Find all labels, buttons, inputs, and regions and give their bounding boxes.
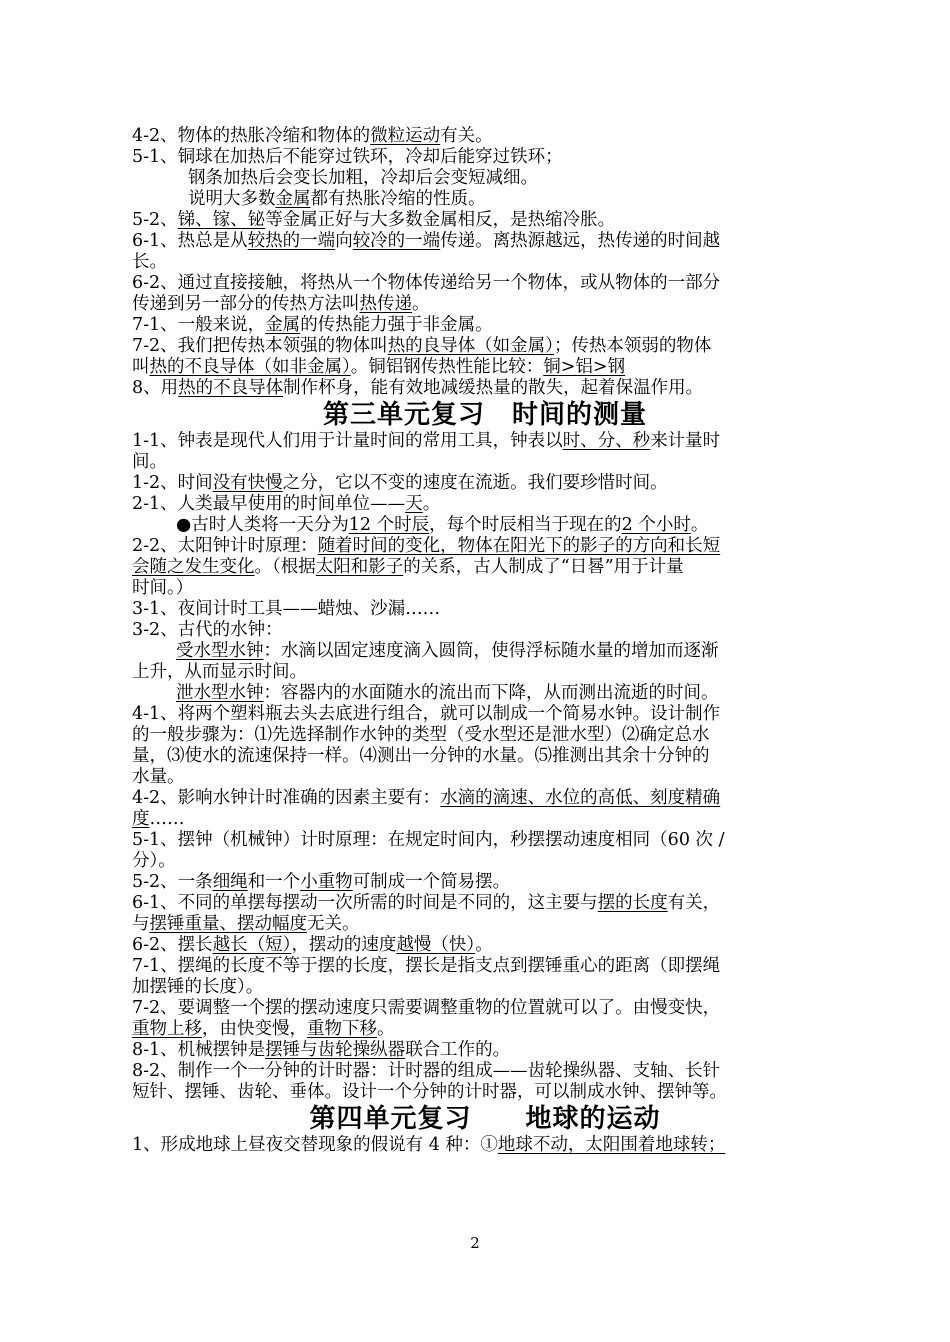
text-line — [132, 147, 838, 168]
section-heading — [132, 1103, 838, 1135]
text-segment: 1-1、钟表是现代人们用于计量时间的常用工具，钟表以 — [132, 431, 563, 451]
text-line — [132, 914, 838, 935]
underlined-answer: 2 个小时 — [621, 515, 691, 535]
text-segment: 有关， — [667, 893, 721, 913]
underlined-answer: 热传递 — [359, 294, 412, 314]
text-segment: 7-2、我们把传热本领强的物体叫 — [132, 336, 388, 356]
text-line — [132, 788, 838, 809]
text-segment: 制作杯身，能有效地减缓热量的散失，起着保温作用。 — [283, 378, 704, 398]
underlined-answer: 重物上移 — [132, 1019, 202, 1039]
text-segment: ，摆动的速度 — [291, 935, 397, 955]
text-segment: 联合工作的。 — [405, 1040, 511, 1060]
text-segment: ：水滴以固定速度滴入圆筒，使得浮标随水量的增加而逐渐 — [263, 641, 719, 661]
text-line — [132, 809, 838, 830]
text-segment: ；传热本领弱的物体 — [553, 336, 712, 356]
text-line — [132, 1082, 838, 1103]
text-line — [132, 599, 838, 620]
text-line — [132, 557, 838, 578]
underlined-answer: 铜>铝>钢 — [543, 357, 626, 377]
text-line — [132, 431, 838, 452]
text-line — [132, 998, 838, 1019]
text-segment: 间。 — [132, 452, 167, 472]
text-segment: 3-1、夜间计时工具——蜡烛、沙漏…… — [132, 599, 441, 619]
underlined-answer: 金属 — [265, 315, 301, 335]
text-line — [132, 231, 838, 252]
underlined-answer: 摆锤与齿轮操纵器 — [265, 1040, 406, 1060]
text-segment: 5-1、摆钟（机械钟）计时原理：在规定时间内，秒摆摆动速度相同（60 次 / — [132, 830, 725, 850]
text-segment: 。 — [377, 1019, 395, 1039]
underlined-answer: 越慢（快） — [396, 935, 476, 955]
text-segment: 7-1、摆绳的长度不等于摆的长度，摆长是指支点到摆锤重心的距离（即摆绳 — [132, 956, 721, 976]
underlined-answer: 水滴的滴速、水位的高低、刻度精确 — [440, 788, 721, 808]
text-line — [132, 515, 838, 536]
text-segment: 叫 — [132, 357, 150, 377]
text-segment: …… — [149, 809, 185, 829]
text-segment: 。 — [422, 494, 441, 514]
text-line — [132, 956, 838, 977]
section-heading — [132, 399, 838, 431]
text-line — [132, 273, 838, 294]
text-line — [132, 1061, 838, 1082]
page-number: 2 — [470, 1234, 480, 1252]
text-segment: 4-1、将两个塑料瓶去头去底进行组合，就可以制成一个简易水钟。设计制作 — [132, 704, 721, 724]
text-segment: 可制成一个简易摆。 — [352, 872, 511, 892]
text-segment: 。（根据 — [254, 557, 316, 577]
text-segment: 第四单元复习 地球的运动 — [309, 1104, 661, 1134]
underlined-answer: 热的不良导体（如非金属） — [149, 357, 351, 377]
text-segment: 6-1、不同的单摆每摆动一次所需的时间是不同的，这主要与 — [132, 893, 598, 913]
text-segment: ：容器内的水面随水的流出而下降，从而测出流逝的时间。 — [263, 683, 719, 703]
text-line — [132, 473, 838, 494]
text-segment: 6-1、热总是从 — [132, 231, 248, 251]
underlined-answer: 时、分、秒 — [562, 431, 651, 451]
underlined-answer: 随着时间的变化，物体在阳光下的影子的方向和长短 — [317, 536, 721, 556]
text-segment: 长。 — [132, 252, 167, 272]
text-segment: ，每个时辰相当于现在的 — [429, 515, 622, 535]
text-line — [132, 641, 838, 662]
text-segment: 2-1、人类最早使用的时间单位—— — [132, 494, 406, 514]
text-line — [132, 294, 838, 315]
underlined-answer: 太阳和影子 — [315, 557, 404, 577]
underlined-answer: 较冷的一端 — [352, 231, 441, 251]
text-segment: 7-2、要调整一个摆的摆动速度只需要调整重物的位置就可以了。由慢变快， — [132, 998, 721, 1018]
text-line — [132, 935, 838, 956]
text-line — [132, 378, 838, 399]
underlined-answer: 受水型水钟 — [176, 641, 264, 661]
text-segment: 之分，它以不变的速度在流逝。我们要珍惜时间。 — [282, 473, 668, 493]
text-segment: 5-1、铜球在加热后不能穿过铁环，冷却后能穿过铁环； — [132, 147, 563, 167]
text-line — [132, 536, 838, 557]
text-segment: 分）。 — [132, 851, 176, 871]
text-line — [132, 1019, 838, 1040]
text-segment: 有关。 — [440, 126, 493, 146]
text-segment: 钢条加热后会变长加粗，冷却后会变短减细。 — [188, 168, 538, 188]
text-line — [132, 893, 838, 914]
text-segment: 量，⑶使水的流速保持一样。⑷测出一分钟的水量。⑸推测出其余十分钟的 — [132, 746, 710, 766]
text-segment: 1、形成地球上昼夜交替现象的假说有 4 种：① — [132, 1135, 498, 1155]
text-segment: 无关。 — [307, 914, 360, 934]
text-segment: 加摆锤的长度）。 — [132, 977, 264, 997]
underlined-answer: 重物下移 — [307, 1019, 377, 1039]
text-line — [132, 315, 838, 336]
underlined-answer: 热的不良导体 — [178, 378, 284, 398]
text-segment: 等金属正好与大多数金属相反，是热缩冷胀。 — [265, 210, 616, 230]
text-segment: 短针、摆锤、齿轮、垂体。设计一个分钟的计时器，可以制成水钟、摆钟等。 — [132, 1082, 727, 1102]
text-line — [132, 620, 838, 641]
text-segment: 都有热胀冷缩的性质。 — [310, 189, 486, 209]
text-segment: 8、用 — [132, 378, 179, 398]
text-line — [132, 977, 838, 998]
underlined-answer: 热的良导体（如金属） — [387, 336, 554, 356]
text-segment: 说明大多数 — [188, 189, 276, 209]
text-line — [132, 830, 838, 851]
text-segment: 。 — [475, 935, 493, 955]
text-segment: 6-2、摆长 — [132, 935, 213, 955]
text-line — [132, 452, 838, 473]
underlined-answer: 细绳 — [212, 872, 248, 892]
text-line — [132, 578, 838, 599]
text-line — [132, 210, 838, 231]
underlined-answer: 摆锤重量、摆动幅度 — [149, 914, 307, 934]
underlined-answer: 12 个时辰 — [348, 515, 430, 535]
underlined-answer: 度 — [132, 809, 150, 829]
text-segment: 5-2、 — [132, 210, 178, 230]
text-segment: 8-1、机械摆钟是 — [132, 1040, 266, 1060]
underlined-answer: 较热的一端 — [247, 231, 336, 251]
text-line — [132, 336, 838, 357]
text-segment: 。铜铝钢传热性能比较： — [350, 357, 544, 377]
text-line — [132, 767, 838, 788]
text-line — [132, 683, 838, 704]
text-line — [132, 872, 838, 893]
document-body — [132, 126, 838, 1156]
text-line — [132, 746, 838, 767]
text-segment: 2-2、太阳钟计时原理： — [132, 536, 318, 556]
text-segment: 向 — [335, 231, 353, 251]
underlined-answer: 小重物 — [300, 872, 353, 892]
underlined-answer: 金属 — [275, 189, 311, 209]
text-line — [132, 168, 838, 189]
underlined-answer: 越长（短） — [212, 935, 292, 955]
text-segment: ●古时人类将一天分为 — [176, 515, 349, 535]
underlined-answer: 泄水型水钟 — [176, 683, 264, 703]
text-line — [132, 126, 838, 147]
text-segment: 4-2、影响水钟计时准确的因素主要有： — [132, 788, 441, 808]
text-segment: 8-2、制作一个一分钟的计时器：计时器的组成——齿轮操纵器、支轴、长针 — [132, 1061, 721, 1081]
text-line — [132, 189, 838, 210]
text-segment: ，由快变慢， — [202, 1019, 307, 1039]
underlined-answer: 会随之发生变化 — [132, 557, 255, 577]
text-segment: 7-1、一般来说， — [132, 315, 266, 335]
text-line — [132, 725, 838, 746]
text-line — [132, 494, 838, 515]
text-segment: 时间。） — [132, 578, 194, 598]
text-line — [132, 357, 838, 378]
text-segment: 。 — [690, 515, 709, 535]
text-segment: 传递到另一部分的传热方法叫 — [132, 294, 360, 314]
underlined-answer: 摆的长度 — [597, 893, 668, 913]
text-segment: 6-2、通过直接接触，将热从一个物体传递给另一个物体，或从物体的一部分 — [132, 273, 721, 293]
text-line — [132, 704, 838, 725]
text-segment: 与 — [132, 914, 150, 934]
underlined-answer: 没有快慢 — [212, 473, 283, 493]
underlined-answer: 地球不动，太阳围着地球转； — [497, 1135, 726, 1155]
text-segment: 来计量时 — [650, 431, 721, 451]
underlined-answer: 天 — [405, 494, 423, 514]
text-segment: 的一般步骤为：⑴先选择制作水钟的类型（受水型还是泄水型）⑵确定总水 — [132, 725, 710, 745]
text-segment: 水量。 — [132, 767, 185, 787]
text-segment: 的传热能力强于非金属。 — [300, 315, 493, 335]
text-line — [132, 1135, 838, 1156]
text-line — [132, 252, 838, 273]
underlined-answer: 微粒运动 — [370, 126, 441, 146]
text-line — [132, 1040, 838, 1061]
text-segment: 第三单元复习 时间的测量 — [322, 400, 647, 430]
text-segment: 。 — [412, 294, 430, 314]
text-line — [132, 851, 838, 872]
text-segment: 传递。离热源越远，热传递的时间越 — [440, 231, 721, 251]
text-segment: 4-2、物体的热胀冷缩和物体的 — [132, 126, 371, 146]
text-segment: 上升，从而显示时间。 — [132, 662, 307, 682]
text-line — [132, 662, 838, 683]
text-segment: 1-2、时间 — [132, 473, 213, 493]
text-segment: 的关系，古人制成了“日晷”用于计量 — [403, 557, 684, 577]
underlined-answer: 锑、镓、铋 — [177, 210, 266, 230]
text-segment: 3-2、古代的水钟： — [132, 620, 283, 640]
text-segment: 5-2、一条 — [132, 872, 213, 892]
text-segment: 和一个 — [247, 872, 301, 892]
